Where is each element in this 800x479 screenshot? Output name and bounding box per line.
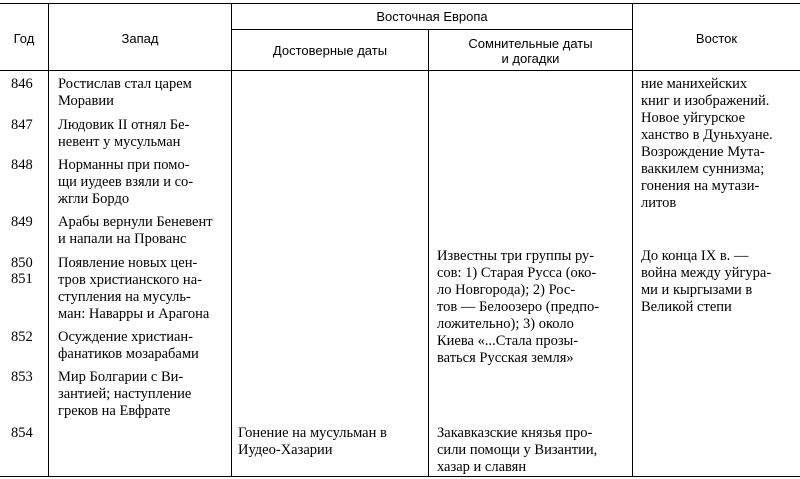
text-line: Новое уйгурское (641, 110, 746, 126)
text-line: щи иудеев взяли и со- (58, 174, 194, 190)
text-line: сили помощи у Византии, (437, 442, 598, 458)
text-line: Возрождение Мута- (641, 144, 765, 160)
text-line: фанатиков мозарабами (58, 346, 199, 362)
col-rule-reliable (428, 29, 429, 477)
text-line: тов — Белоозеро (предпо- (437, 299, 600, 315)
header-bottom-rule (0, 70, 800, 71)
text-line: невент у мусульман (58, 134, 181, 150)
header-reliable-dates: Достоверные даты (272, 43, 388, 58)
west-entry-852 (58, 329, 199, 363)
col-rule-doubtful (632, 3, 633, 477)
header-eastern-europe: Восточная Европа (376, 9, 488, 24)
text-line: Людовик II отнял Бе- (58, 117, 190, 133)
text-line: зантией; наступление (58, 386, 192, 402)
text-line: ман: Наварры и Арагона (58, 306, 210, 322)
east-entry-continued (641, 76, 773, 212)
text-line: ло Новгорода); 2) Рос- (437, 282, 576, 298)
reliable-entry-854 (238, 425, 387, 459)
year-846: 846 (11, 76, 33, 92)
text-line: греков на Евфрате (58, 403, 171, 419)
text-line: Киева «...Стала прозы- (437, 333, 579, 349)
text-line: хазар и славян (437, 459, 527, 475)
east-entry-850 (641, 248, 771, 316)
text-line: ние манихейских (641, 76, 748, 92)
west-entry-850 (58, 255, 209, 323)
west-entry-847 (58, 117, 189, 151)
text-line: Гонение на мусульман в (238, 425, 387, 441)
header-east: Восток (695, 31, 738, 46)
text-line: До конца IX в. — (641, 248, 749, 264)
doubtful-entry-850 (437, 248, 599, 367)
text-line: ми и кыргызами в (641, 282, 753, 298)
text-line: Арабы вернули Беневент (58, 214, 213, 230)
col-rule-year (48, 3, 49, 477)
header-doubtful-line: и догадки (501, 51, 560, 66)
year-851: 851 (11, 271, 33, 287)
header-doubtful-line: Сомнительные даты (468, 36, 593, 51)
text-line: Появление новых цен- (58, 255, 198, 271)
subheader-rule (231, 29, 633, 30)
header-year: Год (13, 31, 35, 46)
west-entry-848 (58, 157, 193, 208)
text-line: ваться Русская земля» (437, 350, 574, 366)
doubtful-entry-854 (437, 425, 597, 476)
text-line: сов: 1) Старая Русса (око- (437, 265, 597, 281)
text-line: Мир Болгарии с Ви- (58, 369, 184, 385)
text-line: Ростислав стал царем (58, 76, 192, 92)
text-line: тров христианского на- (58, 272, 202, 288)
text-line: ханство в Дуньхуане. (641, 127, 773, 143)
west-entry-846 (58, 76, 192, 110)
text-line: книг и изображений. (641, 93, 770, 109)
year-854: 854 (11, 425, 33, 441)
header-west: Запад (121, 31, 159, 46)
col-rule-west (231, 3, 232, 477)
year-849: 849 (11, 214, 33, 230)
year-848: 848 (11, 157, 33, 173)
text-line: Моравии (58, 93, 114, 109)
west-entry-849 (58, 214, 213, 248)
table-top-rule (0, 3, 800, 4)
text-line: Закавказские князья про- (437, 425, 593, 441)
text-line: Осуждение христиан- (58, 329, 194, 345)
text-line: Норманны при помо- (58, 157, 190, 173)
text-line: и напали на Прованс (58, 231, 187, 247)
text-line: Великой степи (641, 299, 732, 315)
text-line: жгли Бордо (58, 191, 130, 207)
text-line: гонения на мутази- (641, 178, 760, 194)
header-doubtful-dates (429, 36, 632, 66)
text-line: ступления на мусуль- (58, 289, 191, 305)
text-line: ложительно); 3) около (437, 316, 574, 332)
text-line: Иудео-Хазарии (238, 442, 333, 458)
year-847: 847 (11, 117, 33, 133)
west-entry-853 (58, 369, 191, 420)
year-850: 850 (11, 255, 33, 271)
table-bottom-rule (0, 476, 800, 477)
text-line: литов (641, 195, 677, 211)
text-line: Известны три группы ру- (437, 248, 595, 264)
year-852: 852 (11, 329, 33, 345)
year-853: 853 (11, 369, 33, 385)
text-line: ваккилем суннизма; (641, 161, 765, 177)
text-line: война между уйгура- (641, 265, 772, 281)
